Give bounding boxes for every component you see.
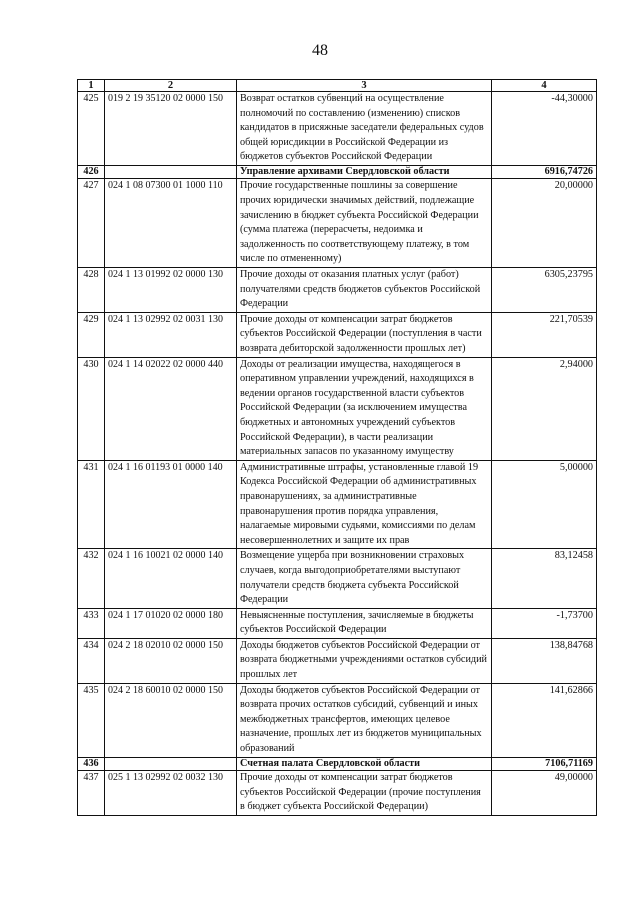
row-budget-code: 024 1 16 01193 01 0000 140 <box>105 460 237 549</box>
table-row <box>78 771 597 816</box>
row-amount: 221,70539 <box>492 312 597 357</box>
row-amount: -1,73700 <box>492 608 597 638</box>
row-amount: -44,30000 <box>492 92 597 166</box>
table-row <box>78 92 597 166</box>
row-budget-code: 024 1 17 01020 02 0000 180 <box>105 608 237 638</box>
row-number: 434 <box>78 638 105 683</box>
row-number: 429 <box>78 312 105 357</box>
row-number: 432 <box>78 549 105 608</box>
row-amount: 6305,23795 <box>492 268 597 313</box>
row-number: 433 <box>78 608 105 638</box>
row-amount: 138,84768 <box>492 638 597 683</box>
row-budget-code: 019 2 19 35120 02 0000 150 <box>105 92 237 166</box>
row-description: Прочие доходы от компенсации затрат бюджетов субъектов Российской Федерации (поступления в части возврата дебиторской задолженности прошлых лет) <box>237 312 492 357</box>
row-amount: 49,00000 <box>492 771 597 816</box>
row-number: 428 <box>78 268 105 313</box>
row-description: Доходы бюджетов субъектов Российской Федерации от возврата бюджетными учреждениями остатков субсидий прошлых лет <box>237 638 492 683</box>
table-row <box>78 638 597 683</box>
row-number: 425 <box>78 92 105 166</box>
row-description: Возмещение ущерба при возникновении страховых случаев, когда выгодоприобретателями выступают получатели средств бюджета субъекта Российской Федерации <box>237 549 492 608</box>
column-header-number: 1 <box>78 80 105 92</box>
row-description: Прочие доходы от компенсации затрат бюджетов субъектов Российской Федерации (прочие поступления в бюджет субъекта Российской Федерации) <box>237 771 492 816</box>
row-amount: 83,12458 <box>492 549 597 608</box>
row-budget-code <box>105 165 237 179</box>
row-number: 437 <box>78 771 105 816</box>
row-number: 430 <box>78 357 105 460</box>
row-number: 426 <box>78 165 105 179</box>
table-row-organization <box>78 165 597 179</box>
row-amount: 5,00000 <box>492 460 597 549</box>
row-budget-code: 024 1 16 10021 02 0000 140 <box>105 549 237 608</box>
table-row <box>78 608 597 638</box>
row-number: 427 <box>78 179 105 268</box>
table-row <box>78 179 597 268</box>
row-budget-code: 024 2 18 60010 02 0000 150 <box>105 683 237 757</box>
row-budget-code: 024 2 18 02010 02 0000 150 <box>105 638 237 683</box>
row-amount: 6916,74726 <box>492 165 597 179</box>
row-budget-code: 025 1 13 02992 02 0032 130 <box>105 771 237 816</box>
row-description: Невыясненные поступления, зачисляемые в бюджеты субъектов Российской Федерации <box>237 608 492 638</box>
table-row <box>78 357 597 460</box>
row-amount: 7106,71169 <box>492 757 597 771</box>
row-budget-code: 024 1 13 01992 02 0000 130 <box>105 268 237 313</box>
table-row <box>78 683 597 757</box>
row-budget-code <box>105 757 237 771</box>
row-amount: 2,94000 <box>492 357 597 460</box>
budget-revenue-table <box>77 79 597 816</box>
row-number: 436 <box>78 757 105 771</box>
table-row <box>78 268 597 313</box>
row-description: Возврат остатков субвенций на осуществление полномочий по составлению (изменению) списков кандидатов в присяжные заседатели федеральных судов общей юрисдикции в Российской Федерации из бюджетов субъектов Российской Федерации <box>237 92 492 166</box>
row-description: Доходы от реализации имущества, находящегося в оперативном управлении учреждений, находящихся в ведении органов государственной власти субъектов Российской Федерации (за исключением имущества бюджетных и автономных учреждений субъектов Российской Федерации), в части реализации материальных запасов по указанному имуществу <box>237 357 492 460</box>
row-description: Прочие государственные пошлины за совершение прочих юридически значимых действий, подлежащие зачислению в бюджет субъекта Российской Федерации (сумма платежа (перерасчеты, недоимка и задолженность по соответствующему платежу, в том числе по отмененному) <box>237 179 492 268</box>
table-row <box>78 549 597 608</box>
table-header-row <box>78 80 597 92</box>
row-description: Административные штрафы, установленные главой 19 Кодекса Российской Федерации об административных правонарушениях, за административные правонарушения против порядка управления, налагаемые мировыми судьями, комиссиями по делам несовершеннолетних и защите их прав <box>237 460 492 549</box>
row-description: Доходы бюджетов субъектов Российской Федерации от возврата прочих остатков субсидий, субвенций и иных межбюджетных трансфертов, имеющих целевое назначение, прошлых лет из бюджетов муниципальных образований <box>237 683 492 757</box>
row-budget-code: 024 1 14 02022 02 0000 440 <box>105 357 237 460</box>
table-row-organization <box>78 757 597 771</box>
row-amount: 20,00000 <box>492 179 597 268</box>
column-header-amount: 4 <box>492 80 597 92</box>
column-header-description: 3 <box>237 80 492 92</box>
column-header-code: 2 <box>105 80 237 92</box>
row-number: 435 <box>78 683 105 757</box>
table-row <box>78 460 597 549</box>
row-budget-code: 024 1 13 02992 02 0031 130 <box>105 312 237 357</box>
row-description: Управление архивами Свердловской области <box>237 165 492 179</box>
row-amount: 141,62866 <box>492 683 597 757</box>
page-number: 48 <box>312 42 328 59</box>
row-description: Счетная палата Свердловской области <box>237 757 492 771</box>
row-description: Прочие доходы от оказания платных услуг (работ) получателями средств бюджетов субъектов Российской Федерации <box>237 268 492 313</box>
row-number: 431 <box>78 460 105 549</box>
row-budget-code: 024 1 08 07300 01 1000 110 <box>105 179 237 268</box>
table-row <box>78 312 597 357</box>
